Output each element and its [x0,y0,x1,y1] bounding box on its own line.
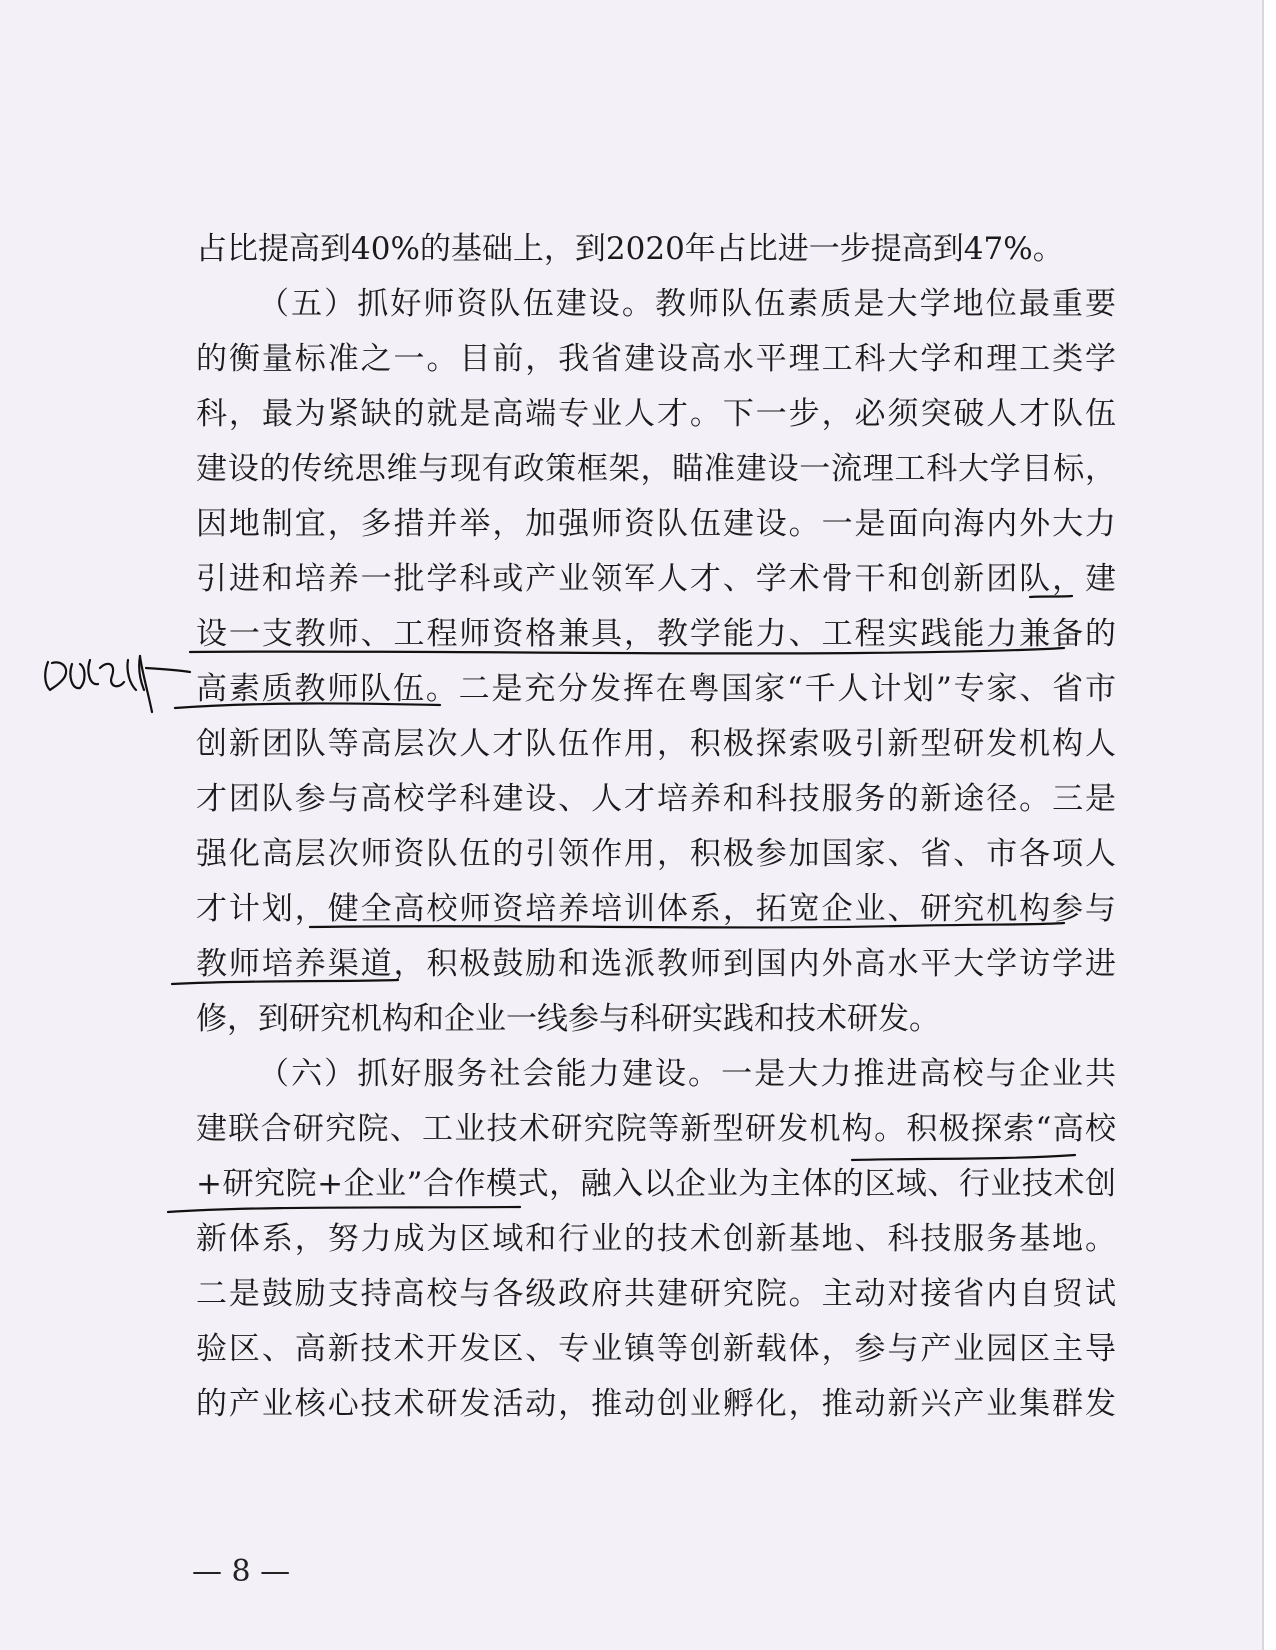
text-line: 因地制宜，多措并举，加强师资队伍建设。一是面向海内外大力 [196,506,1116,542]
text-line: 建设的传统思维与现有政策框架，瞄准建设一流理工科大学目标， [196,451,1116,487]
text-line: 强化高层次师资队伍的引领作用，积极参加国家、省、市各项人 [196,836,1116,872]
text-line: 引进和培养一批学科或产业领军人才、学术骨干和创新团队，建 [196,561,1116,597]
text-line: 二是鼓励支持高校与各级政府共建研究院。主动对接省内自贸试 [196,1276,1116,1312]
text-line: 创新团队等高层次人才队伍作用，积极探索吸引新型研发机构人 [196,726,1116,762]
text-line: 教师培养渠道，积极鼓励和选派教师到国内外高水平大学访学进 [196,946,1116,982]
text-line: 的产业核心技术研发活动，推动创业孵化，推动新兴产业集群发 [196,1386,1116,1422]
page-number: — 8 — [192,1554,291,1589]
text-line: 验区、高新技术开发区、专业镇等创新载体，参与产业园区主导 [196,1331,1116,1367]
text-line: 修，到研究机构和企业一线参与科研实践和技术研发。 [196,1001,940,1037]
margin-scribble [45,656,190,690]
text-line: 科，最为紧缺的就是高端专业人才。下一步，必须突破人才队伍 [196,396,1116,432]
section-heading-five: （五）抓好师资队伍建设。教师队伍素质是大学地位最重要 [258,286,1116,322]
text-line: 高素质教师队伍。二是充分发挥在粤国家“千人计划”专家、省市 [196,671,1116,707]
text-line: 才计划，健全高校师资培养培训体系，拓宽企业、研究机构参与 [196,891,1116,927]
text-line: 的衡量标准之一。目前，我省建设高水平理工科大学和理工类学 [196,341,1116,377]
text-line: 占比提高到40%的基础上，到2020年占比进一步提高到47%。 [196,231,1064,267]
body-text [196,222,1116,1432]
text-line: +研究院+企业”合作模式，融入以企业为主体的区域、行业技术创 [196,1166,1116,1202]
text-line: 新体系，努力成为区域和行业的技术创新基地、科技服务基地。 [196,1221,1116,1257]
text-line: 设一支教师、工程师资格兼具，教学能力、工程实践能力兼备的 [196,616,1116,652]
section-heading-six: （六）抓好服务社会能力建设。一是大力推进高校与企业共 [258,1056,1116,1092]
margin-scribble [140,656,152,712]
text-line: 才团队参与高校学科建设、人才培养和科技服务的新途径。三是 [196,781,1116,817]
text-line: 建联合研究院、工业技术研究院等新型研发机构。积极探索“高校 [196,1111,1116,1147]
